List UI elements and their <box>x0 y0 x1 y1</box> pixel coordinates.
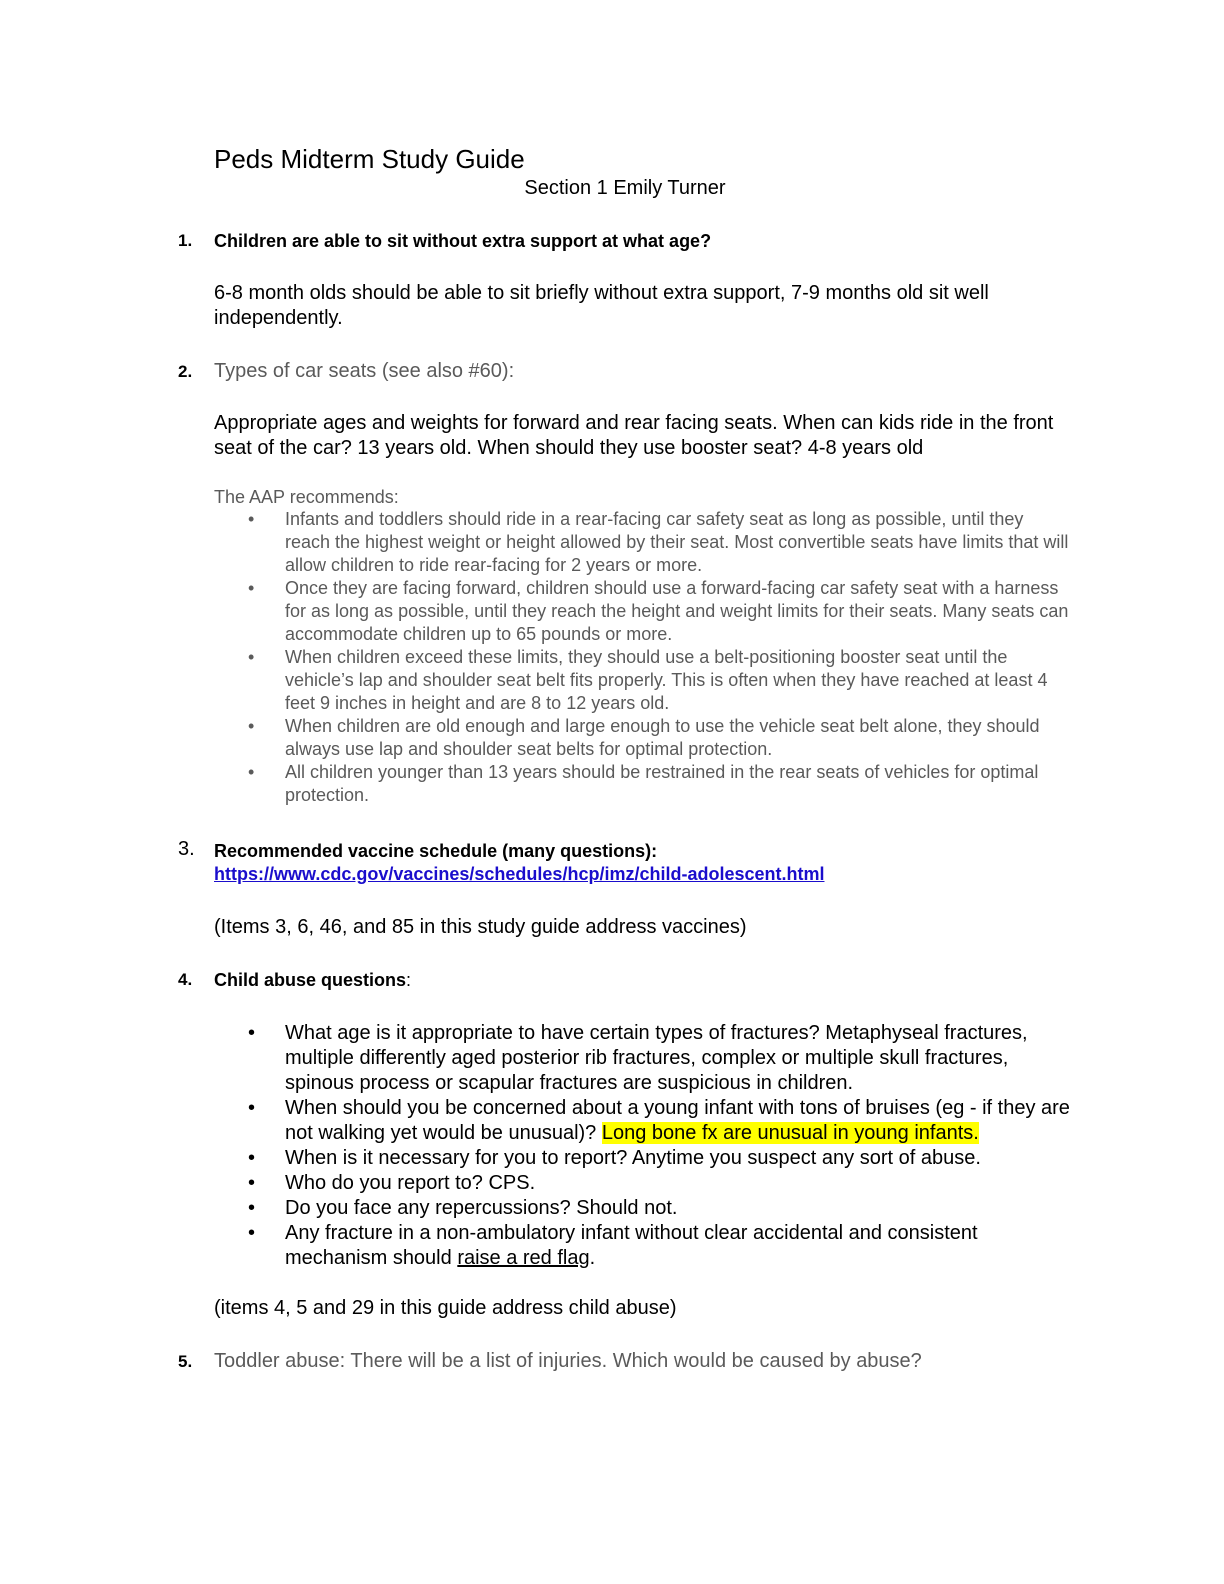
highlighted-answer: Long bone fx are unusual in young infants. <box>601 1122 979 1144</box>
question-5: Toddler abuse: There will be a list of injuries. Which would be caused by abuse? <box>214 1350 922 1372</box>
cdc-vaccine-schedule-link[interactable]: https://www.cdc.gov/vaccines/schedules/hcp/imz/child-adolescent.html <box>214 864 825 884</box>
list-item: • Infants and toddlers should ride in a rear-facing car safety seat as long as possible, until they reach the highest weight or height allowed by their seat. Most convertible seats have limits that will allow children to ride rear-facing for 2 years or more. <box>248 509 1069 575</box>
child-abuse-list <box>214 1021 1074 1271</box>
vaccine-link-row <box>214 864 1070 885</box>
bullet-icon: • <box>248 509 255 529</box>
item-number-2: 2. <box>178 362 193 381</box>
list-item: • When should you be concerned about a young infant with tons of bruises (eg - if they are not walking yet would be unusual)? Long bone fx are unusual in young infants. <box>248 1097 1070 1144</box>
underlined-text: raise a red flag <box>457 1247 590 1269</box>
bullet-icon: • <box>248 647 255 667</box>
bullet-icon: • <box>248 1147 256 1169</box>
child-abuse-note: (items 4, 5 and 29 in this guide address child abuse) <box>214 1297 677 1319</box>
item-number-3: 3. <box>178 838 195 860</box>
list-item: • When children are old enough and large enough to use the vehicle seat belt alone, they should always use lap and shoulder seat belts for optimal protection. <box>248 716 1040 759</box>
answer-2: Appropriate ages and weights for forward and rear facing seats. When can kids ride in the front seat of the car? 13 years old. When should they use booster seat? 4-8 years old <box>214 412 1054 459</box>
bullet-icon: • <box>248 1172 256 1194</box>
page-subtitle: Section 1 Emily Turner <box>524 177 726 199</box>
question-3: Recommended vaccine schedule (many questions): <box>214 841 658 861</box>
list-item: • When is it necessary for you to report? Anytime you suspect any sort of abuse. <box>248 1147 981 1169</box>
bullet-icon: • <box>248 1097 256 1119</box>
item-number-4: 4. <box>178 970 193 989</box>
list-item: • When children exceed these limits, they should use a belt-positioning booster seat until the vehicle’s lap and shoulder seat belt fits properly. This is often when they have reached at least 4 feet 9 inches in height and are 8 to 12 years old. <box>248 647 1048 713</box>
question-4: Child abuse questions: <box>214 970 412 990</box>
list-item: • What age is it appropriate to have certain types of fractures? Metaphyseal fractures, multiple differently aged posterior rib fractures, complex or multiple skull fractures, spinous process or scapular fractures are suspicious in children. <box>248 1022 1028 1094</box>
bullet-icon: • <box>248 762 255 782</box>
vaccine-note: (Items 3, 6, 46, and 85 in this study guide address vaccines) <box>214 916 747 938</box>
bullet-icon: • <box>248 578 255 598</box>
bullet-icon: • <box>248 1197 256 1219</box>
bullet-icon: • <box>248 1022 256 1044</box>
answer-1: 6-8 month olds should be able to sit briefly without extra support, 7-9 months old sit well independently. <box>214 282 989 329</box>
question-2: Types of car seats (see also #60): <box>214 360 515 382</box>
question-1: Children are able to sit without extra support at what age? <box>214 231 712 251</box>
bullet-icon: • <box>248 716 255 736</box>
page-title: Peds Midterm Study Guide <box>214 144 525 174</box>
bullet-icon: • <box>248 1222 256 1244</box>
list-item: • Do you face any repercussions? Should not. <box>248 1197 678 1219</box>
list-item: • Any fracture in a non-ambulatory infant without clear accidental and consistent mechanism should raise a red flag. <box>248 1222 978 1269</box>
list-item: • All children younger than 13 years should be restrained in the rear seats of vehicles for optimal protection. <box>248 762 1039 805</box>
item-number-5: 5. <box>178 1352 193 1371</box>
aap-intro: The AAP recommends: <box>214 487 399 507</box>
list-item: • Once they are facing forward, children should use a forward-facing car safety seat with a harness for as long as possible, until they reach the height and weight limits for their seats. Many seats can accommodate children up to 65 pounds or more. <box>248 578 1069 644</box>
item-number-1: 1. <box>178 231 193 250</box>
list-item: • Who do you report to? CPS. <box>248 1172 536 1194</box>
aap-recommendations-list <box>214 508 1072 807</box>
